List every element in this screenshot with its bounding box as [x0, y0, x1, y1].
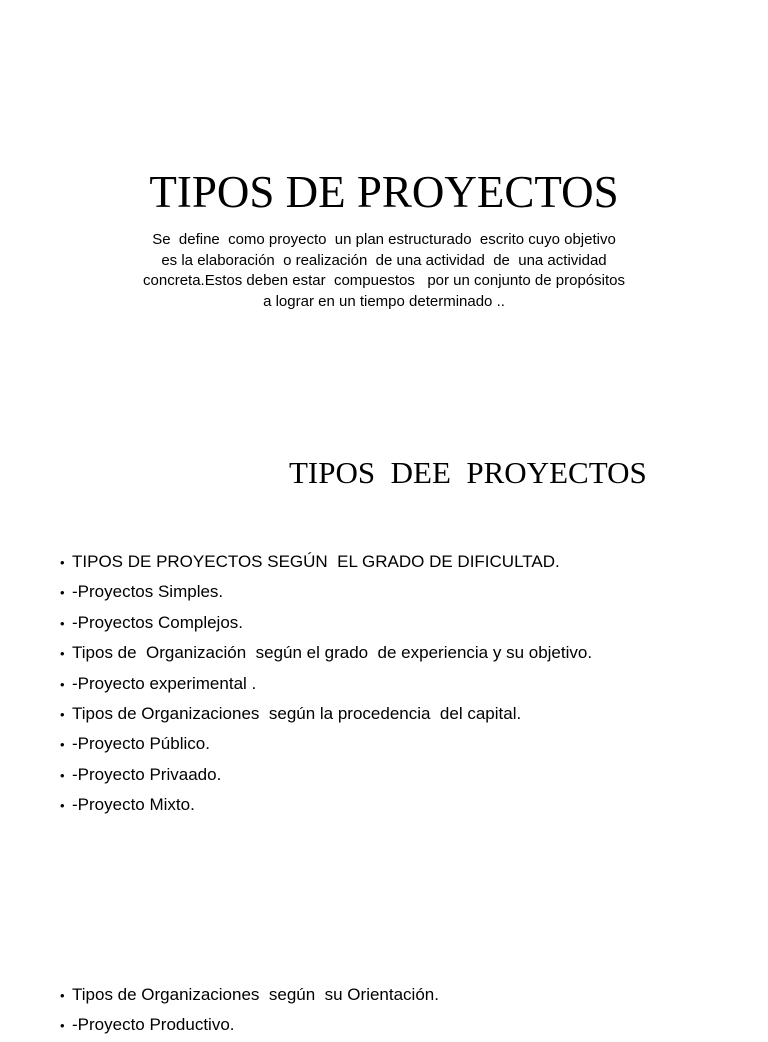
list-item-text: TIPOS DE PROYECTOS SEGÚN EL GRADO DE DIFICULTAD.: [72, 552, 560, 571]
bullet-list-lower: [60, 980, 439, 1041]
list-item-text: Tipos de Organizaciones según su Orientación.: [72, 985, 439, 1004]
bullet-icon: •: [60, 737, 65, 753]
list-item: [60, 980, 439, 1010]
list-item: [60, 790, 592, 820]
list-item: [60, 608, 592, 638]
bullet-icon: •: [60, 767, 65, 783]
list-item-text: -Proyecto Productivo.: [72, 1015, 235, 1035]
list-item-text: Tipos de Organización según el grado de experiencia y su objetivo.: [72, 643, 593, 663]
slide-2-title: TIPOS DEE PROYECTOS: [289, 455, 647, 490]
list-item: [60, 577, 592, 607]
bullet-icon: •: [60, 676, 65, 692]
list-item: [60, 1010, 439, 1040]
list-item-text: -Proyectos Simples.: [72, 582, 224, 602]
list-item: [60, 638, 592, 668]
bullet-icon: •: [60, 706, 65, 722]
bullet-icon: •: [60, 555, 65, 570]
bullet-icon: •: [60, 646, 65, 662]
subtitle-line: a lograr en un tiempo determinado ..: [263, 292, 505, 310]
list-item: [60, 729, 592, 759]
list-item: [60, 547, 592, 577]
list-item-text: -Proyecto Mixto.: [72, 795, 195, 815]
bullet-icon: •: [60, 585, 65, 601]
list-item-text: -Proyecto Público.: [72, 734, 210, 754]
list-item-text: Tipos de Organizaciones según la procedencia del capital.: [72, 703, 522, 723]
slide-1-title: TIPOS DE PROYECTOS: [149, 167, 619, 217]
list-item-text: -Proyecto experimental .: [72, 673, 257, 693]
bullet-icon: •: [60, 615, 65, 631]
list-item: [60, 699, 592, 729]
slide-1-subtitle: [84, 230, 684, 312]
subtitle-line: Se define como proyecto un plan estructurado escrito cuyo objetivo: [152, 231, 616, 248]
subtitle-line: es la elaboración o realización de una actividad de una actividad: [161, 251, 607, 269]
bullet-icon: •: [60, 988, 65, 1003]
bullet-icon: •: [60, 798, 65, 814]
bullet-list: [60, 547, 592, 821]
slide-1: [0, 0, 768, 400]
list-item: [60, 760, 592, 790]
subtitle-line: concreta.Estos deben estar compuestos por un conjunto de propósitos: [143, 272, 625, 289]
list-item-text: -Proyecto Privaado.: [72, 764, 222, 784]
slide-2: [0, 400, 768, 1035]
list-item: [60, 669, 592, 699]
list-item-text: -Proyectos Complejos.: [72, 612, 244, 632]
bullet-icon: •: [60, 1018, 65, 1034]
